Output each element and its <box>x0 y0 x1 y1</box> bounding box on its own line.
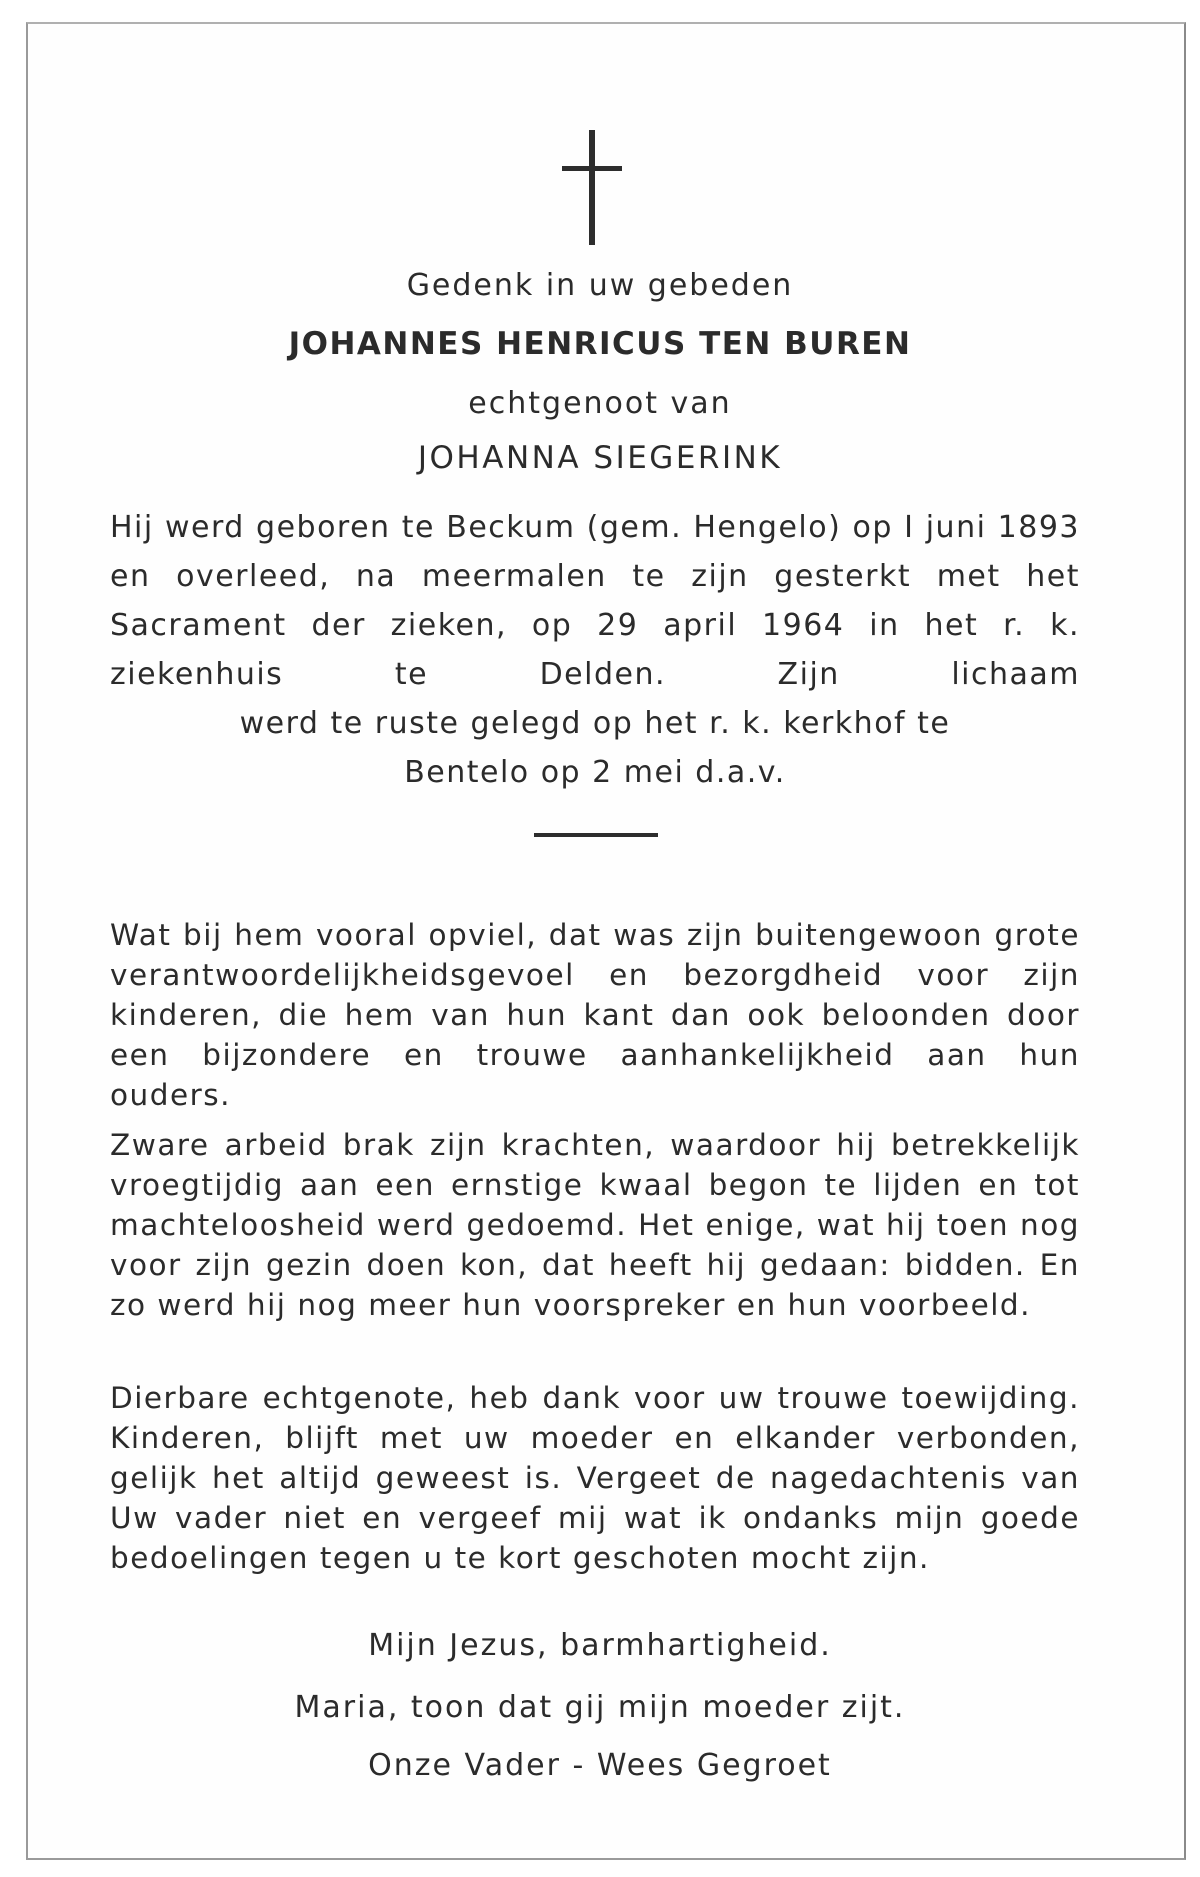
paragraph-illness <box>110 1125 1080 1325</box>
biography-burial-date: Bentelo op 2 mei d.a.v. <box>404 755 786 790</box>
paragraph-character <box>110 915 1080 1115</box>
spouse-label: echtgenoot van <box>468 386 732 421</box>
prayer-onze-vader: Onze Vader - Wees Gegroet <box>368 1748 832 1783</box>
cross-icon <box>562 130 622 245</box>
biography <box>110 503 1080 797</box>
paragraph-illness-text: Zware arbeid brak zijn krachten, waardoor hij betrekkelijk vroegtijdig aan een ernstige kwaal begon te lijden en tot machteloosheid werd gedoemd. Het enige, wat hij toen nog voor zijn gezin doen kon, dat heeft hij gedaan: bidden. En zo werd hij nog meer hun voorspreker en hun voorbeeld. <box>110 1128 1080 1322</box>
intro-line: Gedenk in uw gebeden <box>406 268 794 303</box>
paragraph-farewell <box>110 1378 1080 1578</box>
prayer-jezus: Mijn Jezus, barmhartigheid. <box>368 1628 832 1663</box>
paragraph-character-text: Wat bij hem vooral opviel, dat was zijn buitengewoon grote verantwoordelijkheidsgevoel en bezorgdheid voor zijn kinderen, die hem van hun kant dan ook beloonden door een bijzondere en trouwe aanhankelijkheid aan hun ouders. <box>110 918 1080 1112</box>
divider <box>534 833 658 837</box>
deceased-name: JOHANNES HENRICUS TEN BUREN <box>288 326 912 362</box>
biography-burial: werd te ruste gelegd op het r. k. kerkhof te <box>239 706 951 741</box>
paragraph-farewell-text: Dierbare echtgenote, heb dank voor uw trouwe toewijding. Kinderen, blijft met uw moeder en elkander verbonden, gelijk het altijd geweest is. Vergeet de nagedachtenis van Uw vader niet en vergeef mij wat ik ondanks mijn goede bedoelingen tegen u te kort geschoten mocht zijn. <box>110 1381 1080 1575</box>
spouse-name: JOHANNA SIEGERINK <box>417 440 783 476</box>
prayer-maria: Maria, toon dat gij mijn moeder zijt. <box>294 1690 906 1725</box>
biography-main: Hij werd geboren te Beckum (gem. Hengelo) op I juni 1893 en overleed, na meermalen te zijn gesterkt met het Sacrament der zieken, op 29 april 1964 in het r. k. ziekenhuis te Delden. Zijn lichaam <box>110 510 1080 692</box>
